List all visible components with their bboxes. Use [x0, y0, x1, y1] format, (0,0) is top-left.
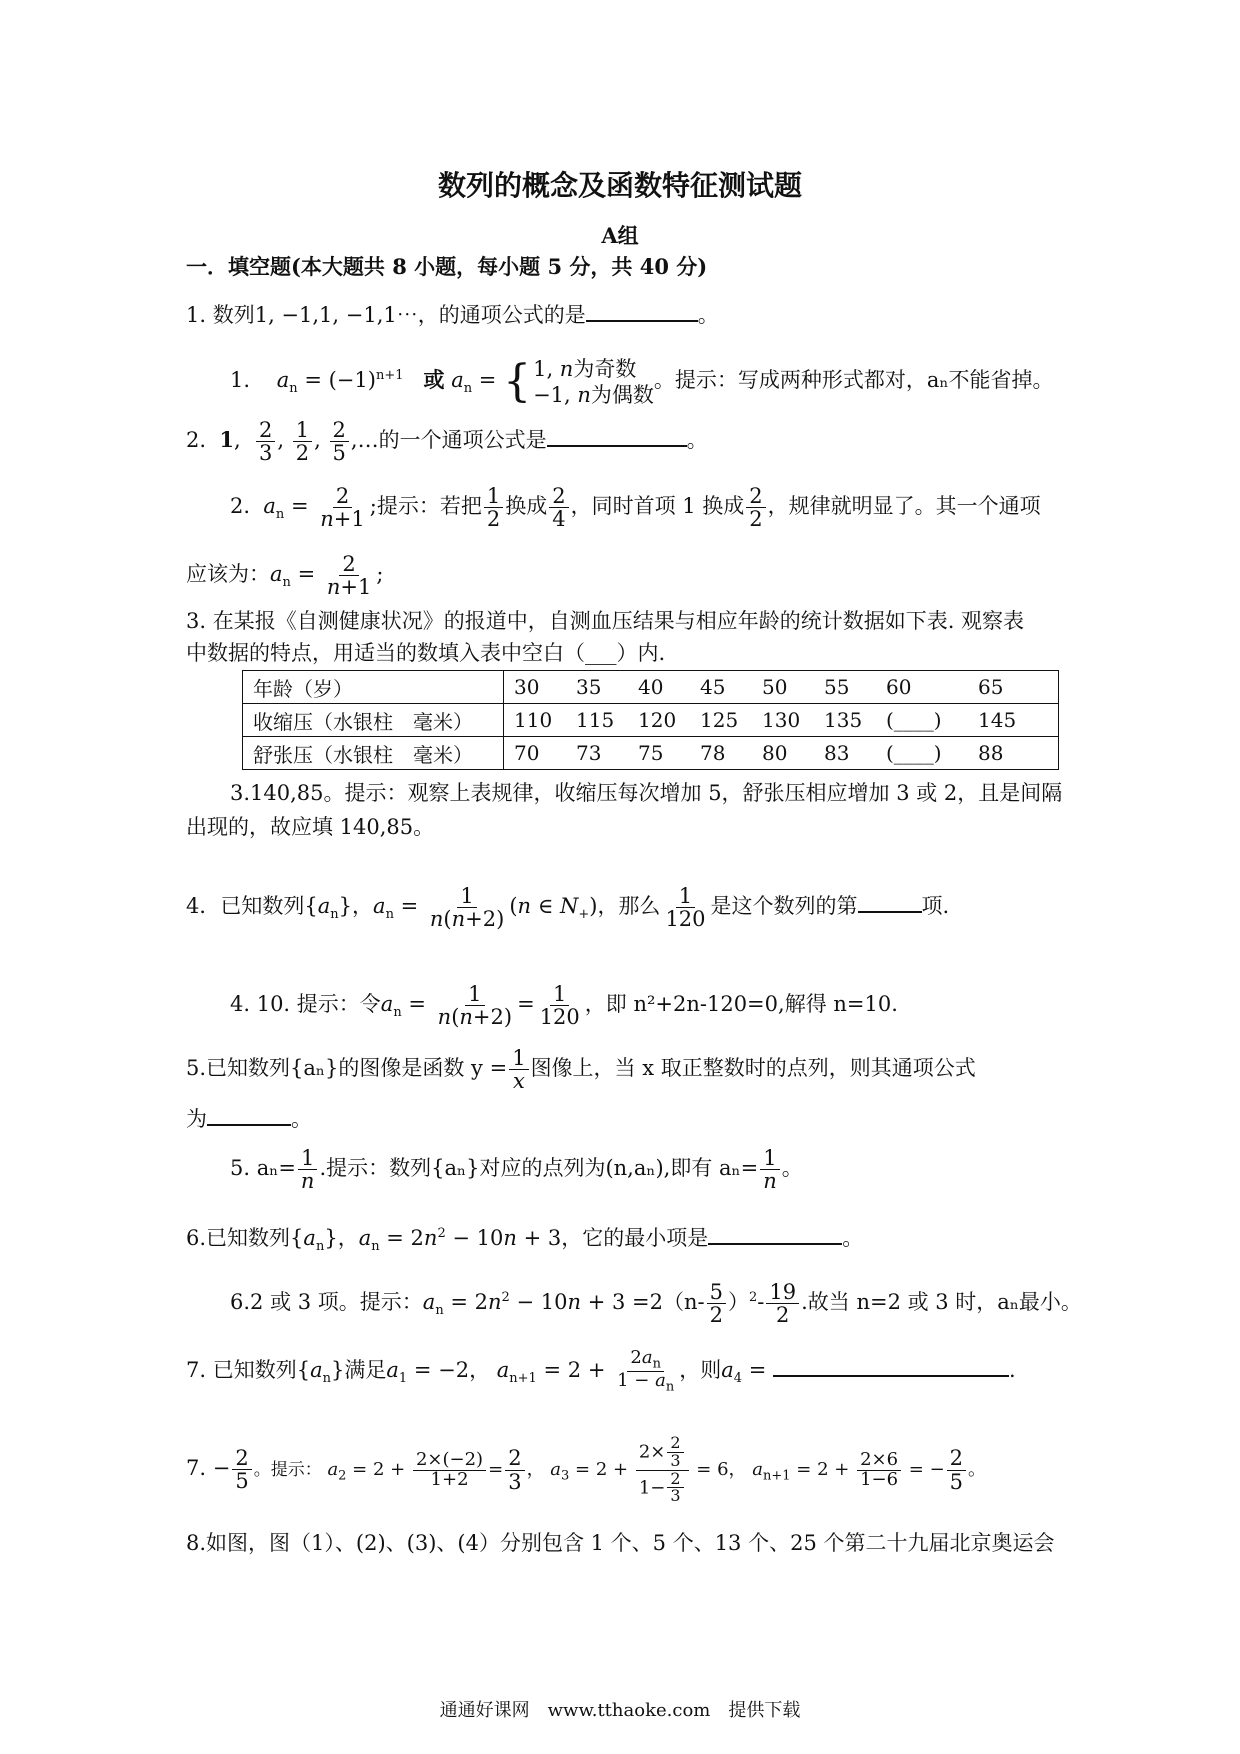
answer-blank[interactable] [207, 1102, 291, 1126]
table-cell: 83 [824, 741, 850, 765]
answer-5-mid: .提示：数列{aₙ}对应的点列为(n,aₙ),即有 aₙ= [319, 1156, 759, 1180]
question-6-prefix: 6.已知数列 [186, 1226, 291, 1250]
table-cell: 145 [978, 708, 1017, 732]
answer-2-hint: ，同时首项 1 换成 [570, 494, 745, 518]
table-cell: 60 [886, 675, 912, 699]
formula-a7: $a_2 = 2$ + $\frac{2\times(-2)}{1+2}$ = $\frac{2}{3}$ ， $a_3 = 2$ + 2× $\frac{2}{3}$ 1− $\frac{2}{3}$ = 6， $a_{n+1} = 2$ + $\frac{2\times 6}{1-6}$ = − $\frac{2}{5}$ 。 [327, 1432, 987, 1506]
answer-7-hint: 。提示： [253, 1460, 322, 1480]
table-cell: 65 [978, 675, 1004, 699]
answer-5: 5. aₙ= $\frac{1}{n}$ .提示：数列{aₙ}对应的点列为(n,aₙ),即有 aₙ= $\frac{1}{n}$ 。 [230, 1145, 803, 1193]
answer-6 [186, 1266, 1100, 1330]
table-row-values [504, 737, 1059, 770]
question-6 [186, 1212, 1056, 1256]
table-row-label: 年龄（岁） [243, 671, 504, 704]
table-cell: 35 [576, 675, 602, 699]
question-7-prefix: 7. 已知数列 [186, 1358, 297, 1382]
answer-5-prefix: 5. aₙ= [230, 1156, 296, 1180]
answer-3-line2: 出现的，故应填 140,85。 [186, 815, 435, 839]
formula-q4: $\{a_n\}$，$a_n$ = $\frac{1}{n(n+2)}$ (n ∈ $N_+$) [304, 883, 598, 931]
question-8: 8.如图，图（1）、(2)、(3)、(4）分别包含 1 个、5 个、13 个、25 个第二十九届北京奥运会 [186, 1531, 1055, 1555]
question-5-text: 5.已知数列{aₙ}的图像是函数 y = [186, 1056, 508, 1080]
answer-2-cont: 应该为：$a_n$ = $\frac{2}{n+1}$ ; [186, 551, 384, 599]
table-cell: 115 [576, 708, 615, 732]
table-cell: 50 [762, 675, 788, 699]
table-cell: 45 [700, 675, 726, 699]
table-cell: 80 [762, 741, 788, 765]
question-5-text: 为 [186, 1107, 207, 1131]
answer-7: 7. − $\frac{2}{5}$ 。提示： $a_2 = 2$ + $\frac{2\times(-2)}{1+2}$ = $\frac{2}{3}$ ， $a_3 = 2$ + 2× $\frac{2}{3}$ 1− $\frac{2}{3}$ = 6， $a_{n+1} = 2$ + $\frac{2\times 6}{1-6}$ = − $\frac{2}{5}$ 。 [186, 1432, 987, 1506]
question-1 [186, 298, 1056, 332]
answer-6-tail: .故当 n=2 或 3 时，aₙ最小。 [801, 1290, 1082, 1314]
table-cell: 135 [824, 708, 863, 732]
table-row [243, 737, 1059, 770]
question-5-end: 。 [291, 1107, 312, 1131]
table-cell: 40 [638, 675, 664, 699]
table-cell: 30 [514, 675, 540, 699]
page-title: 数列的概念及函数特征测试题 [437, 169, 802, 202]
formula-a2: 2. $a_n$ = $\frac{2}{n+1}$ ; [230, 483, 377, 531]
table-cell: 130 [762, 708, 801, 732]
question-4-mid: ，那么 [597, 894, 661, 918]
question-6-end: 。 [842, 1226, 864, 1250]
question-2-end: 。 [686, 428, 708, 452]
question-4: 4．已知数列$\{a_n\}$，$a_n$ = $\frac{1}{n(n+2)}$ (n ∈ $N_+$)，那么 $\frac{1}{120}$ 是这个数列的第 项. [186, 883, 950, 931]
question-2-text: 的一个通项公式是 [378, 428, 547, 452]
formula-q2: 2. 1, $\frac{2}{3}$ , $\frac{1}{2}$ , $\frac{2}{5}$ ,… [186, 417, 379, 465]
answer-4-prefix: 4. 10. 提示：令 [230, 992, 381, 1016]
formula-q7c: $a_4$ = [721, 1358, 773, 1387]
question-7-mid: 满足 [344, 1358, 387, 1382]
answer-5-end: 。 [781, 1156, 803, 1180]
question-5-line1: 5.已知数列{aₙ}的图像是函数 y = $\frac{1}{x}$ 图像上，当 x 取正整数时的点列，则其通项公式 [186, 1045, 976, 1093]
formula-a4: $a_n$ = $\frac{1}{n(n+2)}$ = $\frac{1}{120}$ [380, 981, 580, 1029]
question-4-prefix: 4．已知数列 [186, 894, 305, 918]
question-6-mid: ，它的最小项是 [561, 1226, 709, 1250]
question-4-tail: 是这个数列的第 [710, 894, 858, 918]
table-cell: 70 [514, 741, 540, 765]
answer-4-tail: ，即 n²+2n-120=0,解得 n=10. [584, 992, 898, 1016]
question-7-then: ，则 [679, 1358, 722, 1382]
table-cell: 78 [700, 741, 726, 765]
question-5-text: 图像上，当 x 取正整数时的点列，则其通项公式 [530, 1056, 976, 1080]
question-1-text: 1. 数列1, −1,1, −1,1⋯，的通项公式的是 [186, 303, 586, 327]
question-5-line2 [186, 1102, 1056, 1136]
answer-2-hint: 提示：若把 [376, 494, 482, 518]
answer-blank[interactable] [773, 1353, 1009, 1377]
table-cell-blank[interactable]: (____) [886, 708, 942, 732]
table-cell: 120 [638, 708, 677, 732]
question-2 [186, 412, 1056, 468]
answer-2: 2. $a_n$ = $\frac{2}{n+1}$ ;提示：若把 $\frac{1}{2}$ 换成 $\frac{2}{4}$ ，同时首项 1 换成 $\frac{2}{2}$ ，规律就明显了。其一个通项 [230, 483, 1041, 531]
answer-2-hint: ，规律就明显了。其一个通项 [767, 494, 1041, 518]
answer-1 [186, 348, 1100, 407]
question-7 [186, 1338, 1056, 1402]
question-1-end: 。 [697, 303, 719, 327]
answer-1-hint: 。提示：写成两种形式都对，aₙ不能省掉。 [653, 368, 1054, 392]
table-row-label: 舒张压（水银柱 毫米） [243, 737, 504, 770]
answer-1-prefix: 1. [230, 368, 251, 392]
table-row-values [504, 671, 1059, 704]
answer-2-line2: 应该为： [186, 562, 270, 586]
table-cell: 110 [514, 708, 553, 732]
section-heading: 一．填空题(本大题共 8 小题，每小题 5 分，共 40 分) [186, 254, 708, 279]
page-footer: 通通好课网 www.tthaoke.com 提供下载 [439, 1700, 801, 1721]
formula-a6: $a_n = 2n^2 - 10n + 3 =2(n-$ $\frac{5}{2}$ ）$^2$- $\frac{19}{2}$ [423, 1290, 801, 1314]
formula-a1: $a_n = (-1)^{n+1}$ 或 $a_n$ = { 1, n为奇数 −1, n为偶数 [276, 355, 654, 407]
table-cell: 75 [638, 741, 664, 765]
table-cell: 88 [978, 741, 1004, 765]
table-cell: 125 [700, 708, 739, 732]
table-row [243, 704, 1059, 737]
table-row-label: 收缩压（水银柱 毫米） [243, 704, 504, 737]
table-row [243, 671, 1059, 704]
table-cell: 55 [824, 675, 850, 699]
question-3-line1: 3. 在某报《自测健康状况》的报道中，自测血压结果与相应年龄的统计数据如下表. 观察表 [186, 609, 1025, 633]
answer-6-prefix: 6.2 或 3 项。提示： [230, 1290, 423, 1314]
answer-3-line1: 3.140,85。提示：观察上表规律，收缩压每次增加 5，舒张压相应增加 3 或 2，且是间隔 [230, 781, 1063, 805]
formula-q7b: $a_1 = -2$， $a_{n+1} = 2$ + $\frac{2a_n}{1 - a_n}$ [386, 1346, 675, 1395]
answer-blank[interactable] [586, 298, 698, 322]
answer-4 [186, 972, 1100, 1036]
formula-q6: $\{a_n\}$，$a_n = 2n^2 - 10n + 3$ [290, 1226, 562, 1255]
answer-2-hint: 换成 [505, 494, 548, 518]
answer-7-prefix: 7. [186, 1456, 207, 1480]
table-cell: 73 [576, 741, 602, 765]
group-heading: A组 [601, 223, 639, 248]
question-7-end: . [1008, 1358, 1016, 1382]
question-3-line2: 中数据的特点，用适当的数填入表中空白（___）内. [186, 641, 666, 665]
answer-blank[interactable] [858, 889, 922, 913]
answer-blank[interactable] [547, 423, 687, 447]
table-cell-blank[interactable]: (____) [886, 741, 942, 765]
question-4-end: 项. [921, 894, 950, 918]
table-row-values [504, 704, 1059, 737]
stats-table [242, 670, 1059, 770]
answer-blank[interactable] [708, 1221, 842, 1245]
formula-q7a: $\{a_n\}$ [296, 1358, 345, 1387]
